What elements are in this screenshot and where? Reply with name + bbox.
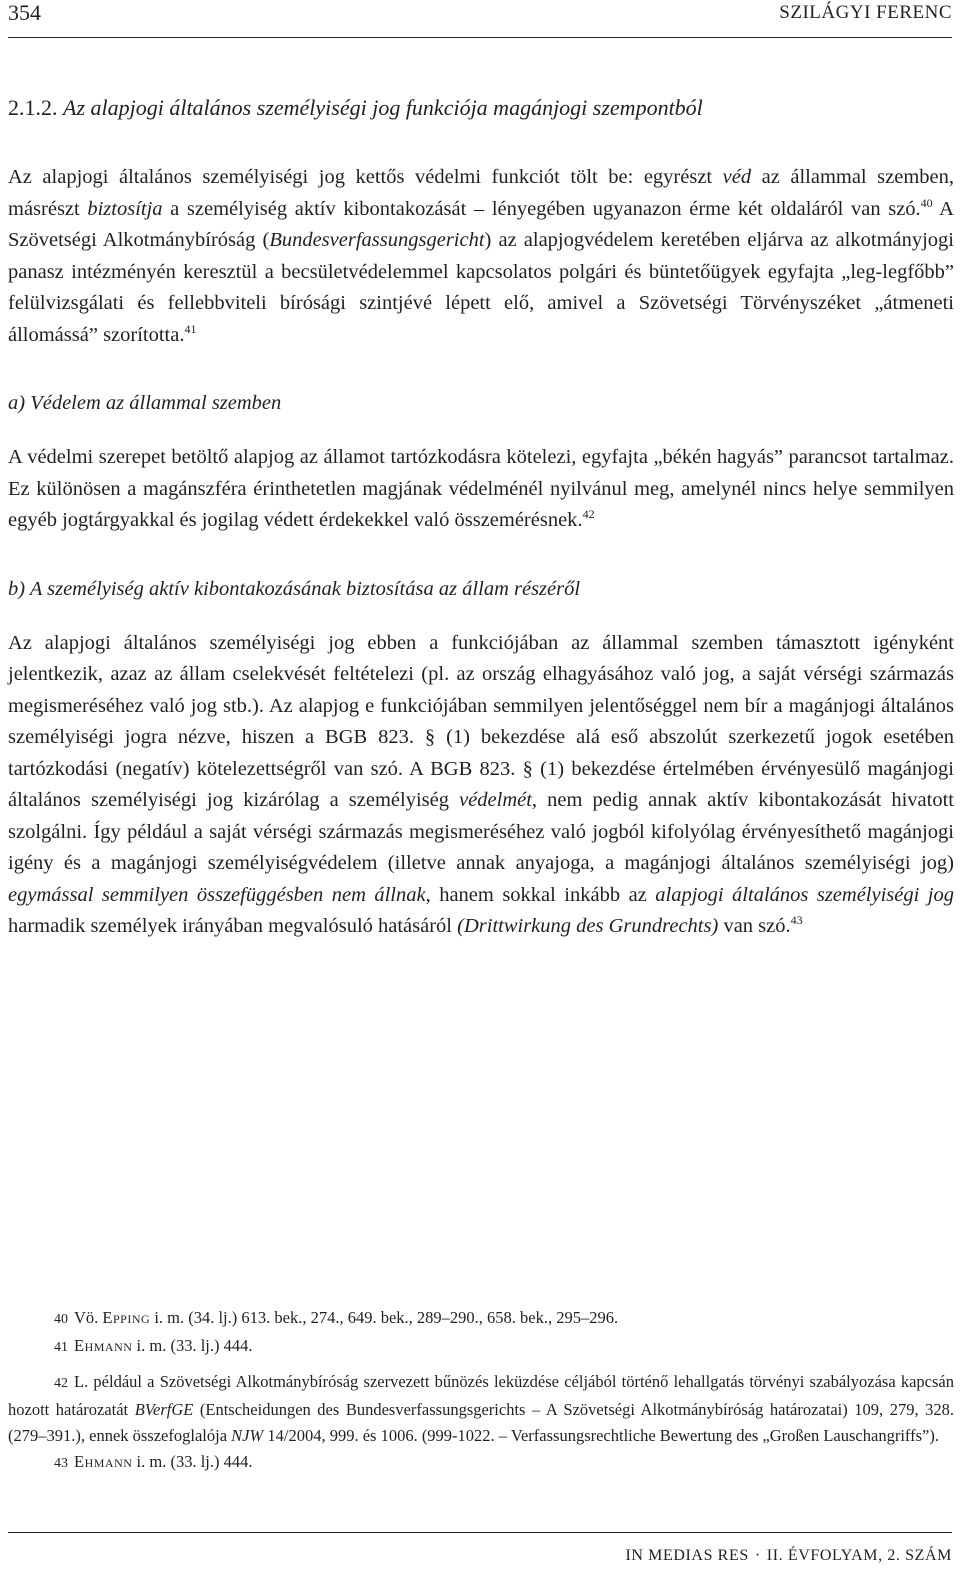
footnote-number: 41 bbox=[54, 1340, 68, 1355]
text-run: ) az alapjogvédelem keretében eljárva az alkotmányjogi panasz intézményén keresztül a becsületvédelemmel kapcsolatos polgári és büntetőügyek egyfajta „leg-legfőbb” felülvizsgálati és fellebbviteli bírósági szintjévé lépett elő, amivel a Szövetségi Törvényszéket „átmeneti állomássá” szorította. bbox=[8, 229, 955, 346]
text-run: Az alapjogi általános személyiségi jog kettős védelmi funkciót tölt be: egyrészt bbox=[8, 166, 723, 188]
paragraph-a bbox=[8, 442, 954, 537]
footnote-ref-41[interactable]: 41 bbox=[184, 321, 197, 336]
footnote-ref-40[interactable]: 40 bbox=[920, 195, 933, 210]
paragraph-b bbox=[8, 628, 954, 943]
italic-run: védelmét bbox=[459, 789, 532, 811]
page-number: 354 bbox=[8, 0, 41, 25]
text-run: i. m. (33. lj.) 444. bbox=[132, 1336, 253, 1355]
text-run: az állammal szemben, másrészt bbox=[8, 166, 955, 220]
text-run: a személyiség aktív kibontakozását – lényegében ugyanazon érme két oldaláról van szó. bbox=[162, 197, 921, 220]
running-head-author: SZILÁGYI FERENC bbox=[779, 2, 952, 23]
author-name: Ehmann bbox=[74, 1452, 133, 1471]
journal-name: IN MEDIAS RES bbox=[625, 1547, 749, 1564]
italic-run: véd bbox=[722, 166, 752, 188]
text-run: i. m. (34. lj.) 613. bek., 274., 649. bek., 289–290., 658. bek., 295–296. bbox=[150, 1308, 619, 1327]
text-run: (Entscheidungen des Bundesverfassungsgerichts – A Szövetségi Alkotmánybíróság határozatai) 109, 279, 328. (279–391.), ennek összefoglalója bbox=[8, 1400, 954, 1445]
text-run: harmadik személyek irányában megvalósuló hatásáról bbox=[8, 915, 458, 937]
italic-run: alapjogi általános személyiségi jog bbox=[655, 883, 954, 906]
italic-run: NJW bbox=[231, 1426, 264, 1445]
footer-separator: · bbox=[754, 1547, 761, 1564]
footnote-ref-43[interactable]: 43 bbox=[790, 913, 803, 927]
text-run: van szó. bbox=[718, 915, 791, 937]
spacer bbox=[8, 1361, 954, 1369]
footnote-number: 42 bbox=[54, 1376, 68, 1391]
author-name: Epping bbox=[102, 1308, 151, 1327]
subheading-b: b) A személyiség aktív kibontakozásának biztosítása az állam részéről bbox=[8, 577, 581, 600]
footnote-ref-42[interactable]: 42 bbox=[582, 507, 595, 521]
text-run: A Szövetségi Alkotmánybíróság ( bbox=[8, 197, 954, 251]
italic-run: egymással semmilyen összefüggésben nem állnak bbox=[8, 883, 426, 906]
text-run: A védelmi szerepet betöltő alapjog az államot tartózkodásra kötelezi, egyfajta „békén hagyás” parancsot tartalmaz. Ez különösen a magánszféra érinthetetlen magjának védelménél nyilvánul meg, amelynél nincs helye semmilyen egyéb jogtárgyakkal és jogilag védett érdekekkel való összemérésnek. bbox=[8, 446, 954, 531]
italic-run: biztosítja bbox=[87, 197, 163, 220]
footnote-41 bbox=[8, 1333, 954, 1361]
author-name: Ehmann bbox=[74, 1336, 133, 1355]
text-run: , hanem sokkal inkább az bbox=[425, 883, 656, 906]
section-heading bbox=[8, 94, 954, 122]
footnote-42 bbox=[8, 1369, 954, 1449]
footnote-43 bbox=[8, 1449, 954, 1477]
text-run: Vö. bbox=[74, 1308, 103, 1327]
text-run: L. például a Szövetségi Alkotmánybíróság szervezett bűnözés leküzdése céljából történő lehallgatás törvényi szabályozása kapcsán hozott határozatát bbox=[8, 1372, 954, 1419]
main-content bbox=[8, 94, 954, 943]
page-footer bbox=[625, 1545, 952, 1567]
subheading-a: a) Védelem az állammal szemben bbox=[8, 392, 282, 414]
italic-run: BVerfGE bbox=[134, 1400, 194, 1419]
header-rule bbox=[8, 37, 952, 38]
footnote-number: 40 bbox=[54, 1312, 68, 1327]
italic-run: (Drittwirkung des Grundrechts) bbox=[457, 915, 719, 937]
page-header bbox=[8, 0, 952, 38]
intro-paragraph bbox=[8, 162, 954, 351]
footnote-40 bbox=[8, 1305, 954, 1333]
text-run: Az alapjogi általános személyiségi jog ebben a funkciójában az állammal szemben támasztott igényként jelentkezik, azaz az állam cselekvését feltételezi (pl. az ország elhagyásához való jog, a saját vérségi származás megismeréséhez való jog stb.). Az alapjog e funkciójában semmilyen jelentőséggel nem bír a magánjogi általános személyiségi jogra nézve, hiszen a BGB 823. § (1) bekezdése alá eső abszolút szerkezetű jogok esetében tartózkodási (negatív) kötelezettségről van szó. A BGB 823. § (1) bekezdése értelmében érvényesülő magánjogi általános személyiségi jog kizárólag a személyiség bbox=[8, 631, 954, 811]
footer-rule bbox=[8, 1532, 952, 1533]
text-run: 14/2004, 999. és 1006. (999-1022. – Verfassungsrechtliche Bewertung des „Großen Lauschangriffs”). bbox=[263, 1426, 939, 1445]
section-number: 2.1.2. bbox=[8, 95, 58, 120]
text-run: , nem pedig annak aktív kibontakozását hivatott szolgálni. Így például a saját vérségi származás megismeréséhez való jogból kifolyólag érvényesíthető magánjogi igény és a magánjogi személyiségvédelem (illetve annak anyajoga, a magánjogi általános személyiségi jog) bbox=[8, 789, 954, 874]
footnote-number: 43 bbox=[54, 1456, 68, 1471]
footnotes bbox=[8, 1305, 954, 1477]
journal-issue: II. ÉVFOLYAM, 2. SZÁM bbox=[766, 1547, 952, 1564]
section-title: Az alapjogi általános személyiségi jog funkciója magánjogi szempontból bbox=[63, 95, 703, 120]
italic-run: Bundesverfassungsgericht bbox=[269, 229, 485, 251]
text-run: i. m. (33. lj.) 444. bbox=[132, 1452, 253, 1471]
